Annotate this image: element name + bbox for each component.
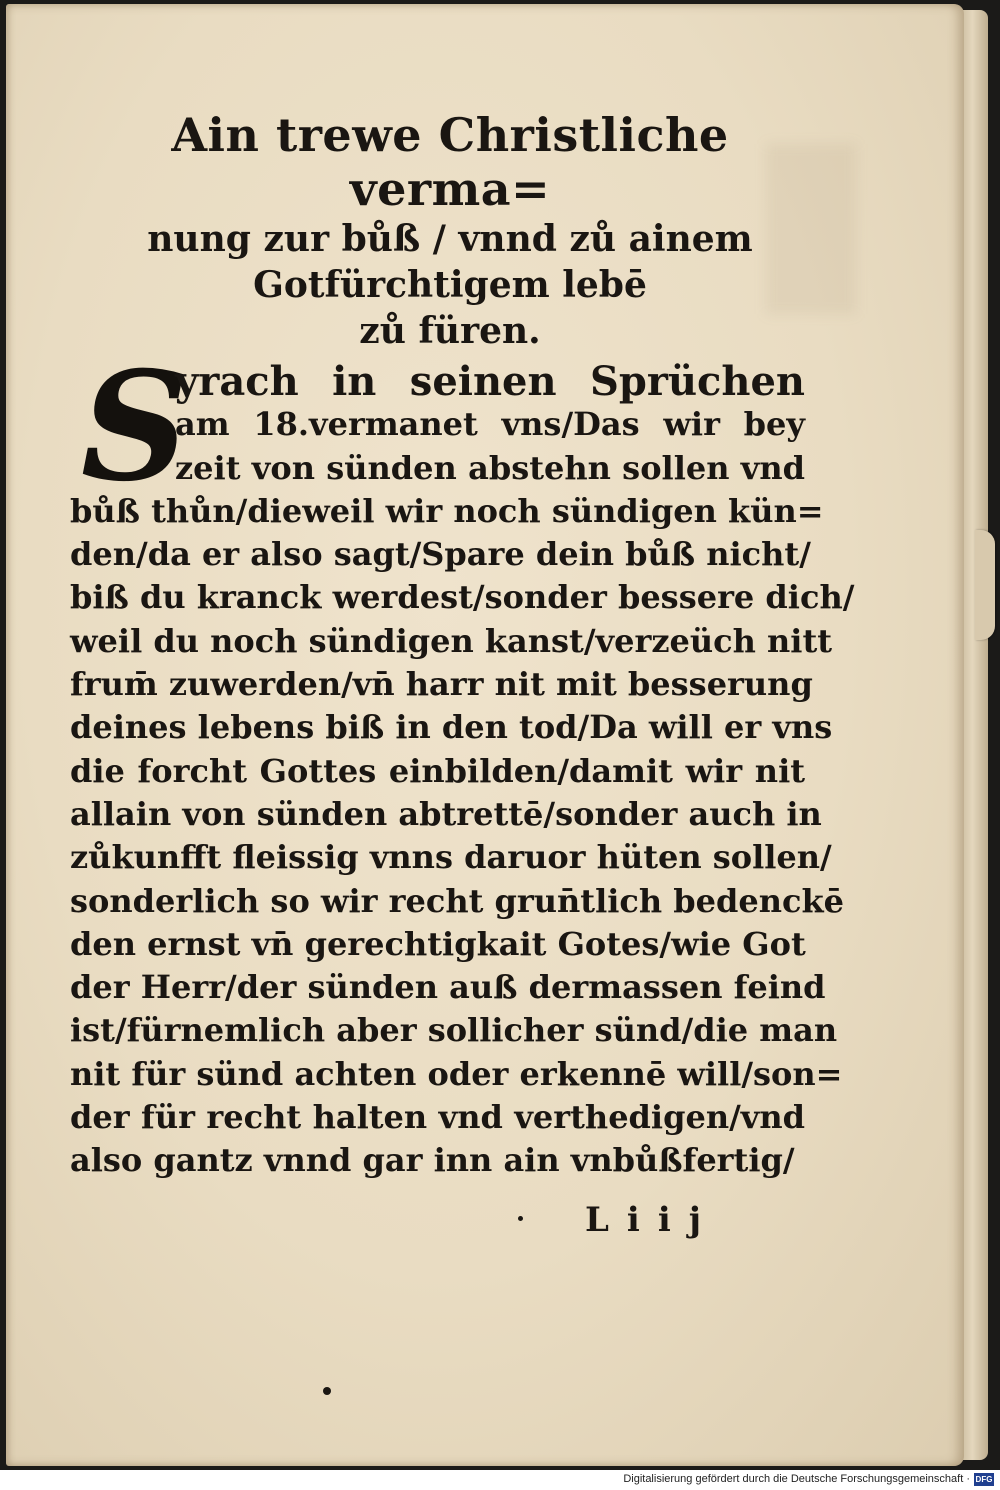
text-line: weil du noch sündigen kanst/verzeüch nitt [70,621,832,660]
title-line-1: Ain trewe Christliche verma= [171,108,729,216]
text-line: biß du kranck werdest/sonder bessere dich/ [70,578,855,617]
signature-mark [585,1200,719,1244]
text-line: nit für sünd achten oder erkennē will/son= [70,1054,843,1093]
text-line: der Herr/der sünden auß dermassen feind [70,968,826,1007]
text-line: zůkunfft fleissig vnns daruor hüten sollen/ [70,838,832,877]
text-line: der für recht halten vnd verthedigen/vnd [70,1098,805,1137]
text-line: deines lebens biß in den tod/Da will er vns [70,708,833,747]
signature-numeral: iij [626,1200,720,1240]
drop-cap-initial: S [80,339,190,515]
ink-dot [518,1216,523,1221]
text-line: zeit von sünden abstehn sollen vnd [175,448,805,487]
text-line: die forcht Gottes einbilden/damit wir nit [70,751,805,790]
text-line: sonderlich so wir recht grun̄tlich bedenckē [70,881,845,920]
text-line: bůß thůn/dieweil wir noch sündigen kün= [70,491,824,530]
text-line: allain von sünden abtrettē/sonder auch in [70,794,822,833]
page-title [100,108,800,354]
ink-dot [323,1387,331,1395]
footer-credit: Digitalisierung gefördert durch die Deutsche Forschungsgemeinschaft · [623,1473,970,1485]
text-line: frum̄ zuwerden/vn̄ harr nit mit besserung [70,665,813,704]
text-line: also gantz vnnd gar inn ain vnbůßfertig/ [70,1141,795,1180]
page-edge [962,10,988,1460]
body-text [70,358,855,1183]
text-line: den ernst vn̄ gerechtigkait Gotes/wie Got [70,924,806,963]
page-tab [975,530,995,640]
title-line-3: Gotfürchtigem lebē [253,264,647,306]
signature-letter: L [585,1200,627,1240]
digitization-footer [0,1470,1000,1490]
text-line: am 18.vermanet vns/Das wir bey [175,405,805,444]
text-line: ist/fürnemlich aber sollicher sünd/die man [70,1011,838,1050]
title-line-2: nung zur bůß / vnnd zů ainem [147,218,753,260]
dfg-logo-icon: DFG [975,1475,993,1484]
text-line: den/da er also sagt/Spare dein bůß nicht/ [70,535,811,574]
title-line-4: zů füren. [359,310,541,352]
text-line: yrach in seinen Sprüchen [175,358,805,405]
